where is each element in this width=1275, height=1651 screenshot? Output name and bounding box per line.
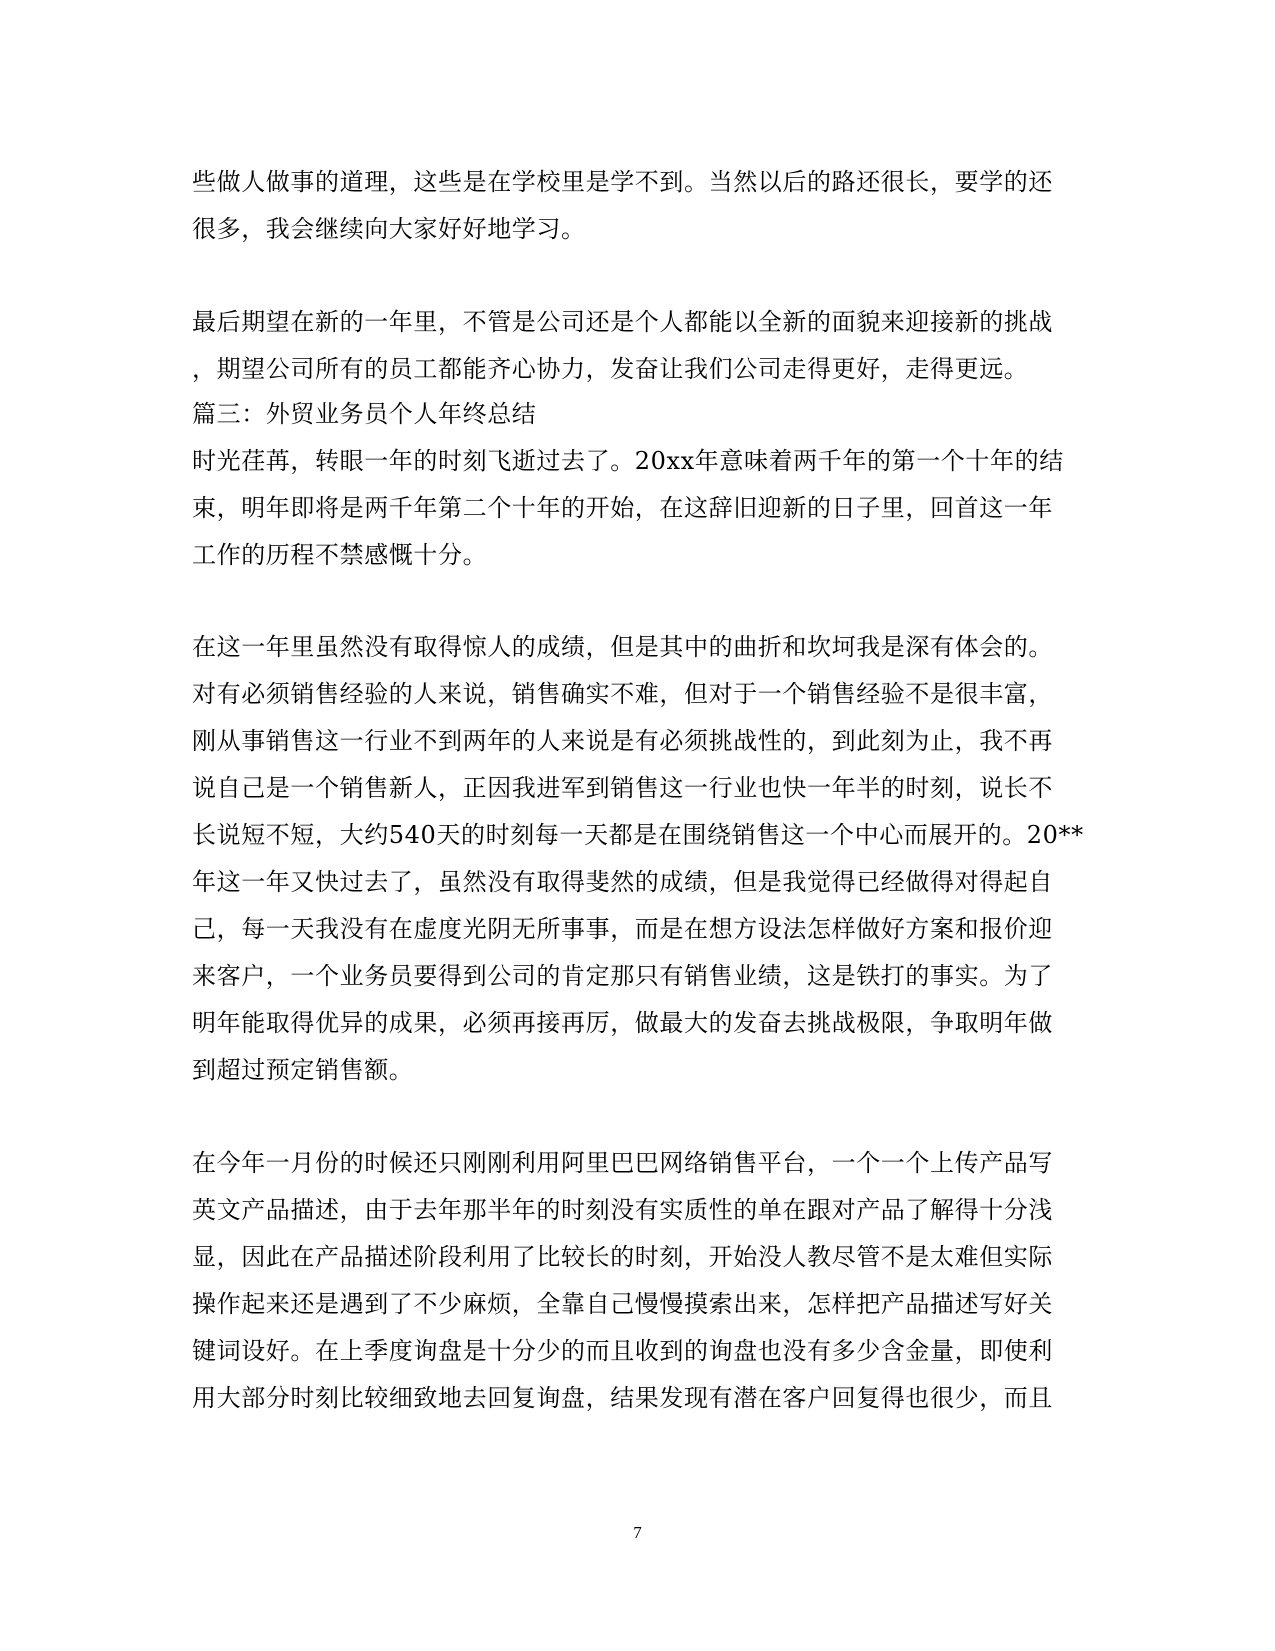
text-line: 键词设好。在上季度询盘是十分少的而且收到的询盘也没有多少含金量，即使利 bbox=[192, 1337, 1053, 1365]
text-line: ，期望公司所有的员工都能齐心协力，发奋让我们公司走得更好，走得更远。 bbox=[192, 355, 1029, 383]
text-line: 明年能取得优异的成果，必须再接再厉，做最大的发奋去挑战极限，争取明年做 bbox=[192, 1009, 1053, 1037]
text-line: 在今年一月份的时候还只刚刚利用阿里巴巴网络销售平台，一个一个上传产品写 bbox=[192, 1149, 1053, 1177]
section-heading: 篇三：外贸业务员个人年终总结 bbox=[192, 400, 537, 428]
text-line: 些做人做事的道理，这些是在学校里是学不到。当然以后的路还很长，要学的还 bbox=[192, 168, 1053, 196]
text-line: 到超过预定销售额。 bbox=[192, 1056, 414, 1084]
text-line: 束，明年即将是两千年第二个十年的开始，在这辞旧迎新的日子里，回首这一年 bbox=[192, 494, 1053, 522]
text-line: 年这一年又快过去了，虽然没有取得斐然的成绩，但是我觉得已经做得对得起自 bbox=[192, 868, 1053, 896]
text-line: 很多，我会继续向大家好好地学习。 bbox=[192, 215, 586, 243]
text-line: 显，因此在产品描述阶段利用了比较长的时刻，开始没人教尽管不是太难但实际 bbox=[192, 1243, 1053, 1271]
text-line: 刚从事销售这一行业不到两年的人来说是有必须挑战性的，到此刻为止，我不再 bbox=[192, 727, 1053, 755]
text-line: 对有必须销售经验的人来说，销售确实不难，但对于一个销售经验不是很丰富， bbox=[192, 680, 1053, 708]
text-line: 长说短不短，大约540天的时刻每一天都是在围绕销售这一个中心而展开的。20** bbox=[192, 821, 1084, 849]
text-line: 时光荏苒，转眼一年的时刻飞逝过去了。20xx年意味着两千年的第一个十年的结 bbox=[192, 447, 1064, 475]
text-line: 最后期望在新的一年里，不管是公司还是个人都能以全新的面貌来迎接新的挑战 bbox=[192, 308, 1053, 336]
text-line: 操作起来还是遇到了不少麻烦，全靠自己慢慢摸索出来，怎样把产品描述写好关 bbox=[192, 1290, 1053, 1318]
text-line: 来客户，一个业务员要得到公司的肯定那只有销售业绩，这是铁打的事实。为了 bbox=[192, 962, 1053, 990]
text-line: 说自己是一个销售新人，正因我进军到销售这一行业也快一年半的时刻，说长不 bbox=[192, 774, 1053, 802]
text-line: 英文产品描述，由于去年那半年的时刻没有实质性的单在跟对产品了解得十分浅 bbox=[192, 1196, 1053, 1224]
text-line: 用大部分时刻比较细致地去回复询盘，结果发现有潜在客户回复得也很少，而且 bbox=[192, 1384, 1053, 1412]
text-line: 在这一年里虽然没有取得惊人的成绩，但是其中的曲折和坎坷我是深有体会的。 bbox=[192, 633, 1053, 661]
page-number: 7 bbox=[633, 1523, 642, 1542]
text-line: 工作的历程不禁感慨十分。 bbox=[192, 541, 488, 569]
text-line: 己，每一天我没有在虚度光阴无所事事，而是在想方设法怎样做好方案和报价迎 bbox=[192, 915, 1053, 943]
